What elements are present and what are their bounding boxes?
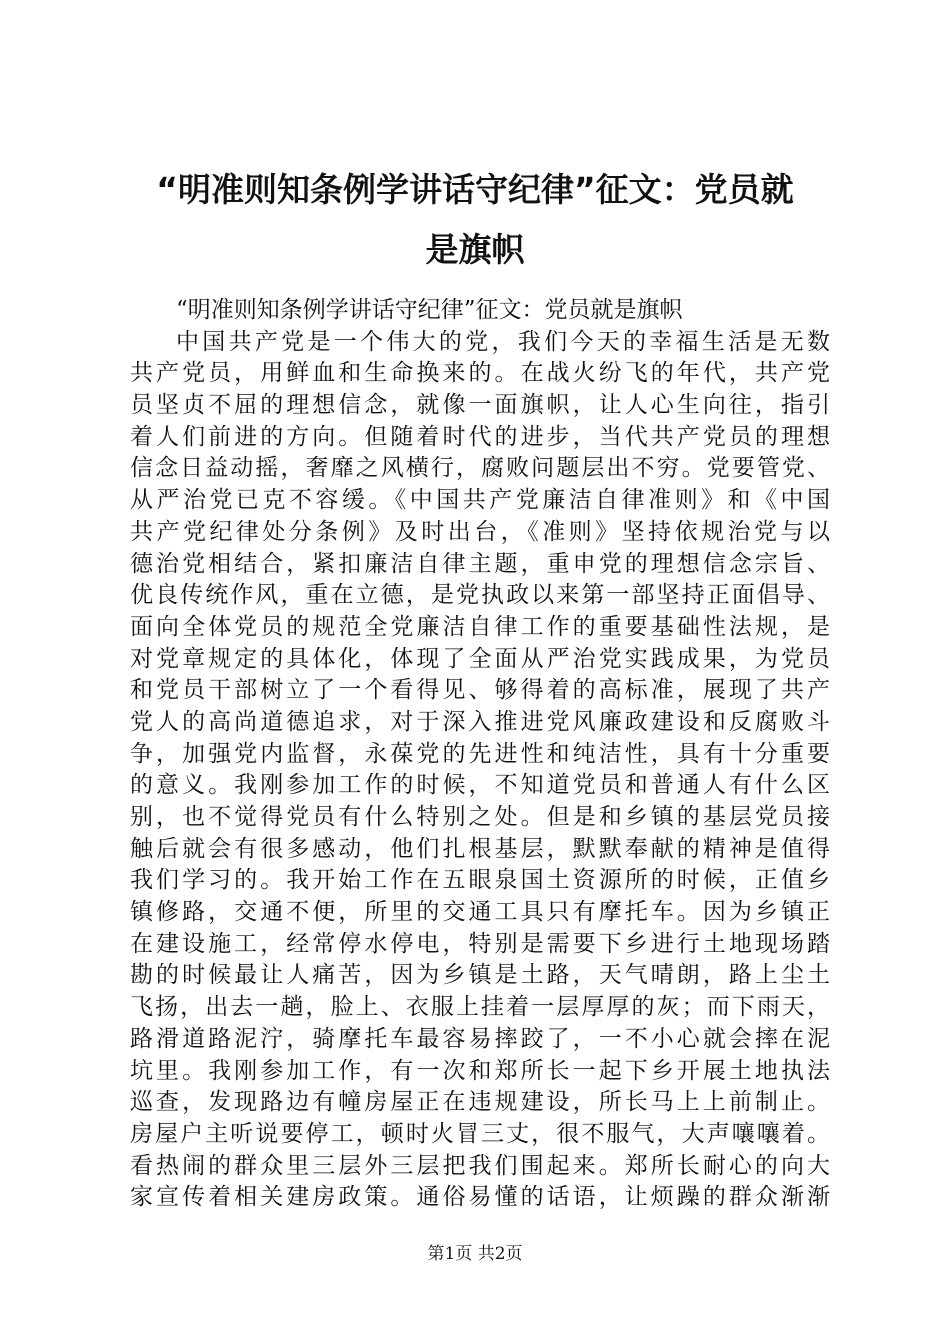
body-line: 中国共产党是一个伟大的党，我们今天的幸福生活是无数 — [176, 328, 830, 355]
body-line: 别，也不觉得党员有什么特别之处。但是和乡镇的基层党员接 — [130, 804, 830, 830]
body-line: 勘的时候最让人痛苦，因为乡镇是土路，天气晴朗，路上尘土 — [130, 962, 830, 989]
body-line: 着人们前进的方向。但随着时代的进步，当代共产党员的理想 — [130, 423, 830, 450]
body-line: 党人的高尚道德追求，对于深入推进党风廉政建设和反腐败斗 — [130, 708, 830, 735]
body-line: 从严治党已克不容缓。《中国共产党廉洁自律准则》和《中国 — [130, 487, 830, 514]
page-footer — [0, 1242, 950, 1266]
body-line: 镇修路，交通不便，所里的交通工具只有摩托车。因为乡镇正 — [130, 899, 830, 926]
body-line: 在建设施工，经常停水停电，特别是需要下乡进行土地现场踏 — [130, 930, 830, 957]
body-line: 德治党相结合，紧扣廉洁自律主题，重申党的理想信念宗旨、 — [130, 550, 830, 577]
body-line: 共产党纪律处分条例》及时出台，《准则》坚持依规治党与以 — [130, 518, 830, 545]
body-line: 飞扬，出去一趟，脸上、衣服上挂着一层厚厚的灰；而下雨天， — [130, 994, 830, 1021]
body-line: 看热闹的群众里三层外三层把我们围起来。郑所长耐心的向大 — [130, 1152, 830, 1179]
body-line: 的意义。我刚参加工作的时候，不知道党员和普通人有什么区 — [130, 772, 830, 799]
body-line: 和党员干部树立了一个看得见、够得着的高标准，展现了共产 — [130, 677, 830, 704]
body-line: 巡查，发现路边有幢房屋正在违规建设，所长马上上前制止。 — [130, 1089, 830, 1116]
body-line: 路滑道路泥泞，骑摩托车最容易摔跤了，一不小心就会摔在泥 — [130, 1025, 830, 1052]
body-line: 面向全体党员的规范全党廉洁自律工作的重要基础性法规，是 — [130, 613, 830, 640]
body-line: 共产党员，用鲜血和生命换来的。在战火纷飞的年代，共产党 — [130, 360, 830, 387]
title-line-2: 是旗帜 — [425, 230, 525, 269]
body-line: 优良传统作风，重在立德，是党执政以来第一部坚持正面倡导、 — [130, 582, 830, 609]
document-subtitle: “明准则知条例学讲话守纪律”征文：党员就是旗帜 — [176, 297, 683, 323]
body-line: 争，加强党内监督，永葆党的先进性和纯洁性，具有十分重要 — [130, 740, 830, 767]
title-line-1: “明准则知条例学讲话守纪律”征文：党员就 — [156, 170, 794, 209]
body-line: 坑里。我刚参加工作，有一次和郑所长一起下乡开展土地执法 — [130, 1057, 830, 1084]
document-title — [100, 160, 850, 280]
body-line: 触后就会有很多感动，他们扎根基层，默默奉献的精神是值得 — [130, 835, 830, 862]
body-line: 对党章规定的具体化，体现了全面从严治党实践成果，为党员 — [130, 645, 830, 672]
body-line: 我们学习的。我开始工作在五眼泉国土资源所的时候，正值乡 — [130, 867, 830, 894]
body-line: 房屋户主听说要停工，顿时火冒三丈，很不服气，大声嚷嚷着。 — [130, 1120, 830, 1147]
document-body — [130, 295, 830, 1214]
body-line: 信念日益动摇，奢靡之风横行，腐败问题层出不穷。党要管党、 — [130, 455, 830, 482]
page-number: 第1页 共2页 — [427, 1244, 523, 1264]
body-line: 家宣传着相关建房政策。通俗易懂的话语，让烦躁的群众渐渐 — [130, 1184, 830, 1211]
body-line: 员坚贞不屈的理想信念，就像一面旗帜，让人心生向往，指引 — [130, 392, 830, 419]
